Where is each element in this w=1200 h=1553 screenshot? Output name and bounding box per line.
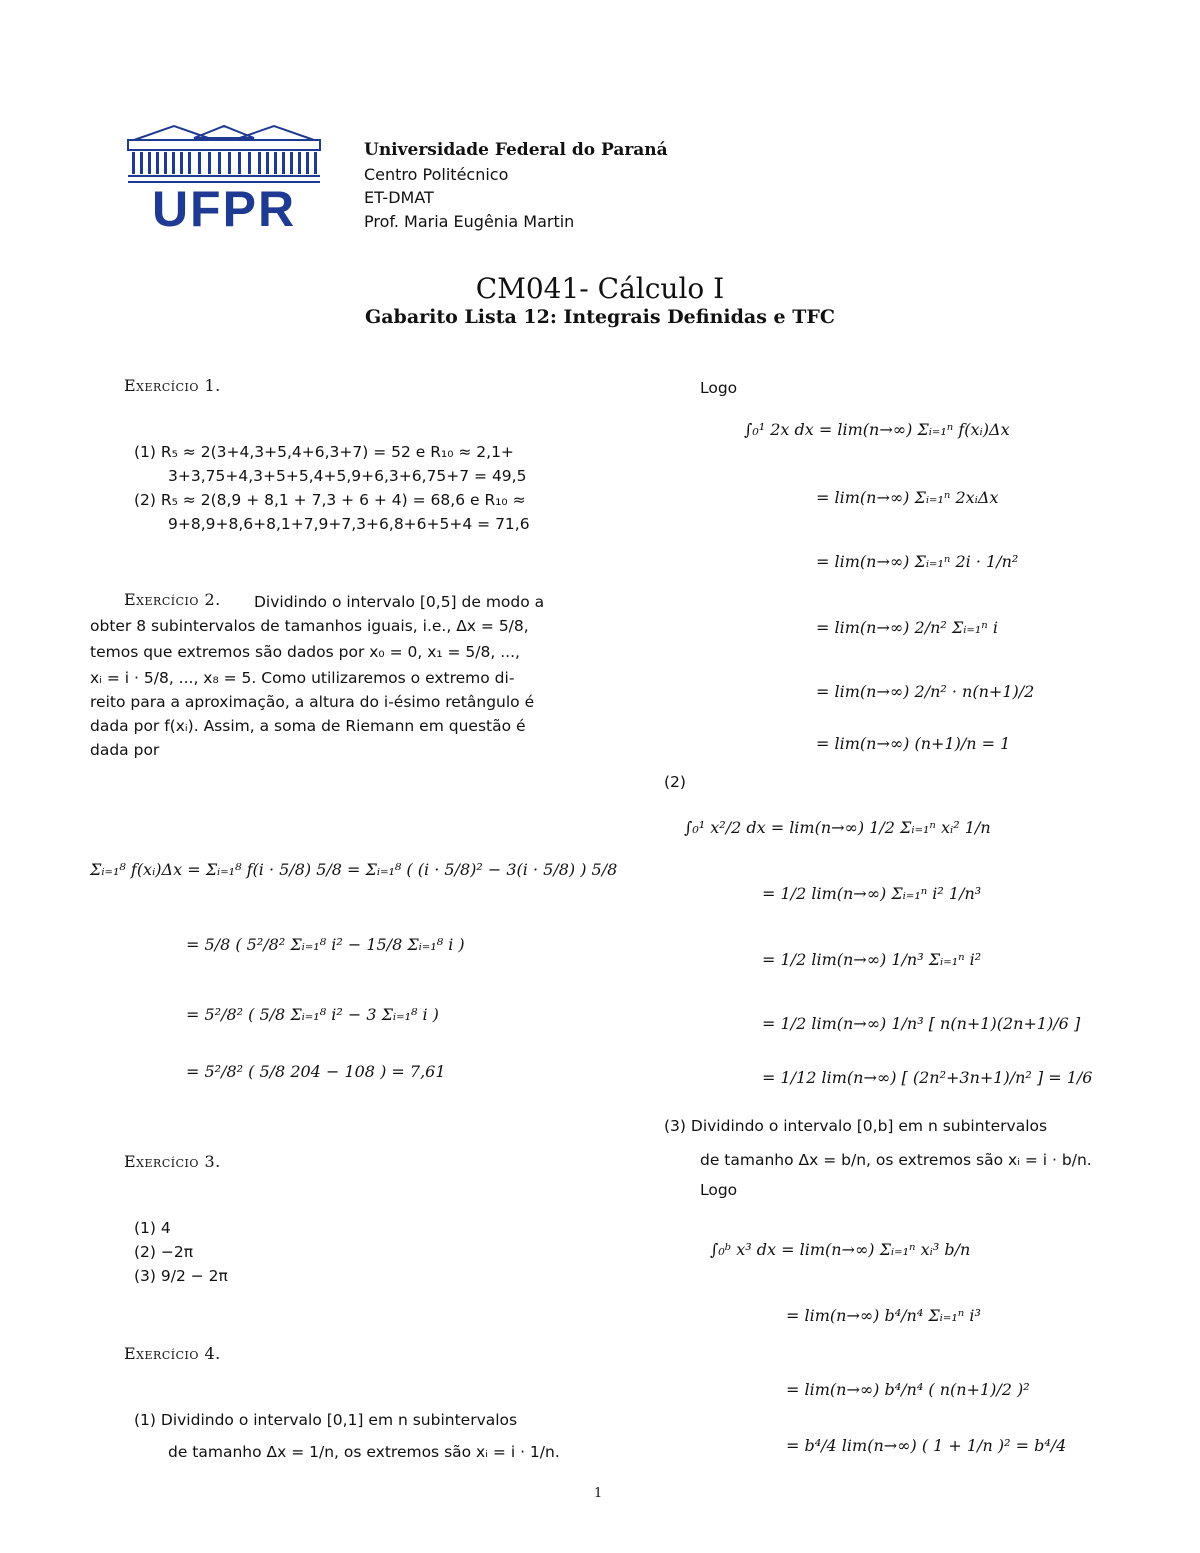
ex4-item1-line1: (1) Dividindo o intervalo [0,1] em n subintervalos	[134, 1411, 518, 1429]
logo-text: UFPR	[151, 181, 297, 237]
ex4-part2-line5: = 1/12 lim(n→∞) [ (2n²+3n+1)/n² ] = 1/6	[762, 1068, 1093, 1087]
department-name: ET-DMAT	[364, 188, 434, 207]
ex4-part3-line3: = lim(n→∞) b⁴/n⁴ ( n(n+1)/2 )²	[786, 1380, 1030, 1399]
center-name: Centro Politécnico	[364, 165, 509, 184]
ex3-answer-3: (3) 9/2 − 2π	[134, 1267, 228, 1285]
ex2-equation-2: = 5/8 ( 5²/8² Σᵢ₌₁⁸ i² − 15/8 Σᵢ₌₁⁸ i )	[186, 935, 465, 954]
ex2-text-line5: reito para a aproximação, a altura do i-ésimo retângulo é	[90, 693, 535, 711]
ex3-answer-1: (1) 4	[134, 1219, 171, 1237]
ex2-text-line1: Dividindo o intervalo [0,5] de modo a	[254, 593, 545, 611]
exercise-4-heading: Exercício 4.	[124, 1344, 221, 1363]
ex4-part2-line3: = 1/2 lim(n→∞) 1/n³ Σᵢ₌₁ⁿ i²	[762, 950, 982, 969]
ex4-part1-line4: = lim(n→∞) 2/n² Σᵢ₌₁ⁿ i	[816, 618, 998, 637]
ex2-text-line7: dada por	[90, 741, 160, 759]
ex2-equation-4: = 5²/8² ( 5/8 204 − 108 ) = 7,61	[186, 1062, 446, 1081]
ex4-item1-line2: de tamanho Δx = 1/n, os extremos são xᵢ = i · 1/n.	[168, 1443, 560, 1461]
ex4-part2-line4: = 1/2 lim(n→∞) 1/n³ [ n(n+1)(2n+1)/6 ]	[762, 1014, 1081, 1033]
ex4-part1-line2: = lim(n→∞) Σᵢ₌₁ⁿ 2xᵢΔx	[816, 488, 999, 507]
ex2-text-line2: obter 8 subintervalos de tamanhos iguais, i.e., Δx = 5/8,	[90, 617, 529, 635]
ex2-text-line3: temos que extremos são dados por x₀ = 0, x₁ = 5/8, ...,	[90, 643, 520, 661]
ex2-equation-3: = 5²/8² ( 5/8 Σᵢ₌₁⁸ i² − 3 Σᵢ₌₁⁸ i )	[186, 1005, 439, 1024]
ex4-part2-line1: ∫₀¹ x²/2 dx = lim(n→∞) 1/2 Σᵢ₌₁ⁿ xᵢ² 1/n	[684, 818, 991, 837]
ex2-equation-1: Σᵢ₌₁⁸ f(xᵢ)Δx = Σᵢ₌₁⁸ f(i · 5/8) 5/8 = Σᵢ₌₁⁸ ( (i · 5/8)² − 3(i · 5/8) ) 5/8	[90, 860, 618, 879]
ufpr-logo	[124, 120, 324, 236]
ex4-part2-line2: = 1/2 lim(n→∞) Σᵢ₌₁ⁿ i² 1/n³	[762, 884, 982, 903]
ex1-item1-line1: (1) R₅ ≈ 2(3+4,3+5,4+6,3+7) = 52 e R₁₀ ≈ 2,1+	[134, 443, 514, 461]
ex1-item2-line1: (2) R₅ ≈ 2(8,9 + 8,1 + 7,3 + 6 + 4) = 68,6 e R₁₀ ≈	[134, 491, 526, 509]
ex4-logo-1: Logo	[700, 379, 738, 397]
exercise-1-heading: Exercício 1.	[124, 376, 221, 395]
ex4-part1-line6: = lim(n→∞) (n+1)/n = 1	[816, 734, 1011, 753]
page-title: CM041- Cálculo I	[475, 272, 725, 305]
ex4-item3-line1: (3) Dividindo o intervalo [0,b] em n subintervalos	[664, 1117, 1048, 1135]
ex2-text-line4: xᵢ = i · 5/8, ..., x₈ = 5. Como utilizaremos o extremo di-	[90, 669, 515, 687]
exercise-2-heading: Exercício 2.	[124, 590, 221, 609]
ex3-answer-2: (2) −2π	[134, 1243, 194, 1261]
ex2-text-line6: dada por f(xᵢ). Assim, a soma de Riemann em questão é	[90, 717, 526, 735]
exercise-3-heading: Exercício 3.	[124, 1152, 221, 1171]
ex4-item2-label: (2)	[664, 773, 686, 791]
university-name: Universidade Federal do Paraná	[364, 140, 668, 160]
ex4-part3-line1: ∫₀ᵇ x³ dx = lim(n→∞) Σᵢ₌₁ⁿ xᵢ³ b/n	[710, 1240, 971, 1259]
ex4-part3-line4: = b⁴/4 lim(n→∞) ( 1 + 1/n )² = b⁴/4	[786, 1436, 1067, 1455]
ex4-part1-line1: ∫₀¹ 2x dx = lim(n→∞) Σᵢ₌₁ⁿ f(xᵢ)Δx	[744, 420, 1010, 439]
ex4-part1-line3: = lim(n→∞) Σᵢ₌₁ⁿ 2i · 1/n²	[816, 552, 1019, 571]
ex4-logo-3: Logo	[700, 1181, 738, 1199]
ex4-part1-line5: = lim(n→∞) 2/n² · n(n+1)/2	[816, 682, 1035, 701]
page-number: 1	[594, 1486, 603, 1501]
page-subtitle: Gabarito Lista 12: Integrais Definidas e TFC	[365, 306, 835, 328]
ex1-item2-line2: 9+8,9+8,6+8,1+7,9+7,3+6,8+6+5+4 = 71,6	[168, 515, 530, 533]
ex4-part3-line2: = lim(n→∞) b⁴/n⁴ Σᵢ₌₁ⁿ i³	[786, 1306, 981, 1325]
ex1-item1-line2: 3+3,75+4,3+5+5,4+5,9+6,3+6,75+7 = 49,5	[168, 467, 527, 485]
professor-name: Prof. Maria Eugênia Martin	[364, 212, 575, 231]
ex4-item3-line2: de tamanho Δx = b/n, os extremos são xᵢ = i · b/n.	[700, 1151, 1092, 1169]
